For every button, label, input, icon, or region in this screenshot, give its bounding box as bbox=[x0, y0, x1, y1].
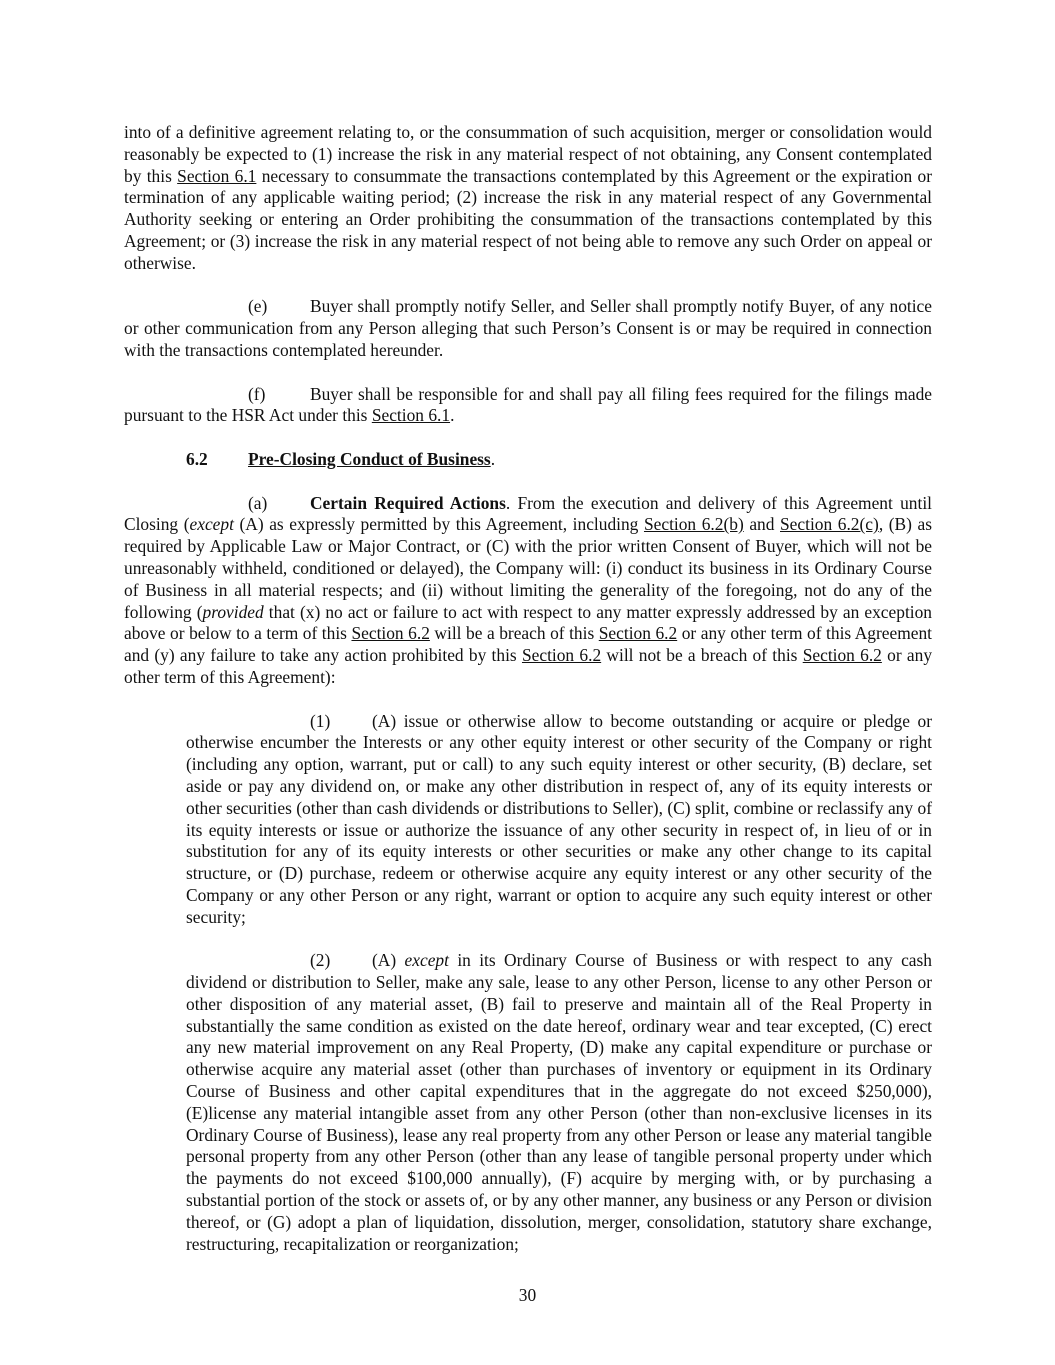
paragraph-label: (a) bbox=[248, 492, 268, 513]
section-6-1-reference: Section 6.1 bbox=[371, 405, 451, 426]
paragraph-e bbox=[124, 296, 932, 361]
text-run: except bbox=[404, 950, 449, 971]
text-run: that (x) no act or failure to act with respect to any matter expressly addressed by an exception above or below to a term of this bbox=[124, 601, 932, 644]
text-run: (A) issue or otherwise allow to become outstanding or acquire or pledge or otherwise encumber the Interests or any other equity interest or other security of the Company or right (including any option, warrant, put or call) to any such equity interest or other security, (B) declare, set aside or pay any dividend on, or make any other distribution in respect of, any of its equity interests or other securities (other than cash dividends or distributions to Seller), (C) split, combine or reclassify any of its equity interests or issue or authorize the issuance of any other security in respect of, in lieu of or in substitution for any of its equity interests or other securities or make any other change to its capital structure, or (D) purchase, redeem or otherwise acquire any equity interest or any other security of the Company or any other Person or any right, warrant or option to acquire any such equity interest or other security; bbox=[186, 710, 932, 927]
text-run: (A) bbox=[372, 950, 405, 971]
text-run: in its Ordinary Course of Business or with respect to any cash dividend or distribution to Seller, make any sale, lease to any other Person, license to any other Person or other disposition of any material asset, (B) fail to preserve and maintain all of the Real Property in substantially the same condition as existed on the date hereof, ordinary wear and tear excepted, (C) erect any new material improvement on any Real Property, (D) make any capital expenditure or purchase or otherwise acquire any material asset (other than purchases of inventory or equipment in its Ordinary Course of Business and other capital expenditures that in the aggregate do not exceed $250,000), (E)license any material intangible asset from any other Person (other than non-exclusive licenses in its Ordinary Course of Business), lease any real property from any other Person or lease any material tangible personal property from any other Person (other than any lease of tangible personal property under which the payments do not exceed $100,000 annually), (F) acquire by merging with, or by purchasing a substantial portion of the stock or assets of, or by any other manner, any business or any Person or division thereof, or (G) adopt a plan of liquidation, dissolution, merger, consolidation, statutory share exchange, restructuring, recapitalization or reorganization; bbox=[186, 950, 932, 1254]
text-run: , (B) as required by Applicable Law or Major Contract, or (C) with the prior written Consent of Buyer, which will not be unreasonably withheld, conditioned or delayed), the Company will: (i) conduct its business in its Ordinary Course of Business in all material respects; and (ii) without limiting the generality of the foregoing, not do any of the following ( bbox=[124, 514, 932, 622]
text-run: or any other term of this Agreement): bbox=[124, 645, 933, 687]
document-page bbox=[124, 122, 932, 1255]
paragraph-f bbox=[124, 384, 932, 428]
text-run: into of a definitive agreement relating to, or the consummation of such acquisition, merger or consolidation would reasonably be expected to (1) increase the risk in any material respect of not obtaining, any Consent contemplated by this bbox=[124, 122, 932, 186]
text-run: . bbox=[450, 405, 455, 426]
section-heading bbox=[186, 449, 932, 471]
paragraph-label: (e) bbox=[248, 296, 268, 317]
section-reference: Section 6.2 bbox=[521, 645, 602, 666]
text-run: Buyer shall be responsible for and shall pay all filing fees required for the filings made pursuant to the HSR Act under this bbox=[124, 383, 932, 426]
section-number: 6.2 bbox=[186, 448, 208, 469]
text-run: or any other term of this Agreement and (y) any failure to take any action prohibited by this bbox=[124, 623, 932, 666]
item-label: (1) bbox=[310, 710, 331, 731]
section-reference: Section 6.2 bbox=[598, 623, 678, 644]
text-run: Buyer shall promptly notify Seller, and Seller shall promptly notify Buyer, of any notice or other communication from any Person alleging that such Person’s Consent is or may be required in connection with the transactions contemplated hereunder. bbox=[124, 296, 932, 360]
paragraph-title: Certain Required Actions bbox=[310, 492, 506, 513]
paragraph-label: (f) bbox=[248, 383, 266, 404]
text-run: will not be a breach of this bbox=[601, 645, 803, 666]
text-run: necessary to consummate the transactions contemplated by this Agreement or the expiration or termination of any applicable waiting period; (2) increase the risk in any material respect of any Governmental Authority seeking or entering an Order prohibiting the consummation of the transactions contemplated by this Agreement; or (3) increase the risk in any material respect of not being able to remove any such Order on appeal or otherwise. bbox=[124, 165, 933, 273]
paragraph-continuation bbox=[124, 122, 932, 275]
text-run: provided bbox=[202, 601, 264, 622]
section-reference: Section 6.2 bbox=[351, 623, 430, 644]
text-run: (A) as expressly permitted by this Agreement, including bbox=[233, 514, 644, 535]
section-reference: Section 6.2 bbox=[802, 645, 882, 666]
text-run: except bbox=[189, 514, 234, 535]
list-item-1 bbox=[124, 711, 932, 929]
section-reference: Section 6.2(c) bbox=[780, 514, 879, 535]
item-label: (2) bbox=[310, 950, 331, 971]
text-run: will be a breach of this bbox=[429, 623, 599, 644]
text-run: . From the execution and delivery of this Agreement until Closing ( bbox=[124, 492, 932, 535]
section-title: Pre-Closing Conduct of Business bbox=[248, 448, 491, 469]
section-6-1-reference: Section 6.1 bbox=[177, 165, 257, 186]
text-run: . bbox=[490, 448, 496, 469]
paragraph-a bbox=[124, 493, 932, 689]
section-reference: Section 6.2(b) bbox=[643, 514, 744, 535]
list-item-2 bbox=[124, 950, 932, 1255]
text-run: and bbox=[743, 514, 781, 535]
page-number: 30 bbox=[518, 1285, 537, 1305]
